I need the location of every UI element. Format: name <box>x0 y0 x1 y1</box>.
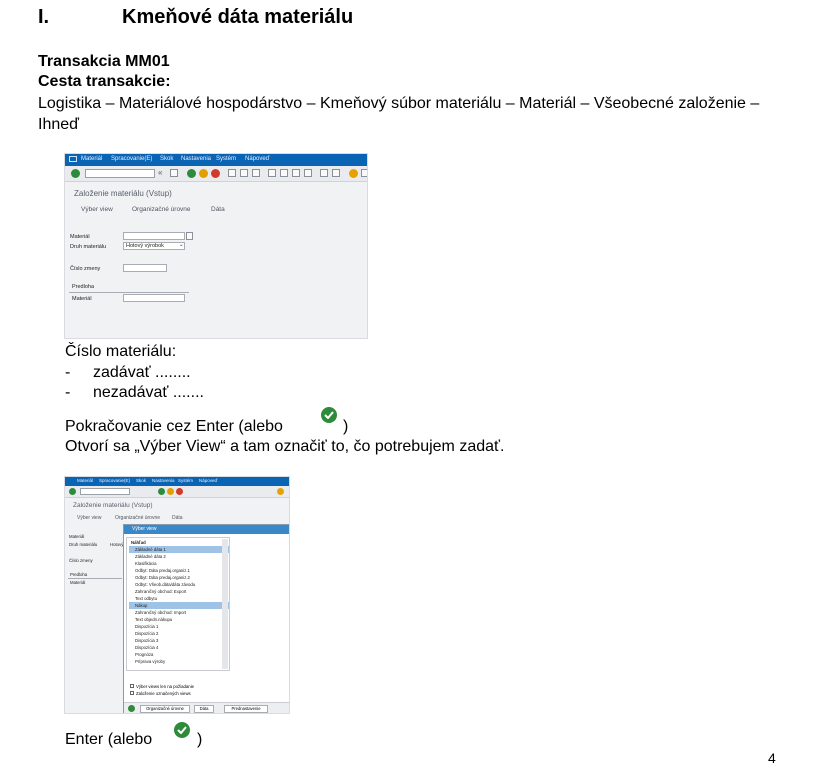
command-field[interactable] <box>80 488 130 495</box>
section-heading <box>38 6 353 29</box>
find-icon[interactable] <box>240 169 248 177</box>
sap-toolbar <box>65 166 367 182</box>
new-session-icon[interactable] <box>320 169 328 177</box>
checkbox[interactable] <box>130 691 134 695</box>
menu-item[interactable]: Nápoveď <box>199 478 218 483</box>
list-item: zadávať ........ <box>93 364 191 381</box>
list-item[interactable]: Dispozícia 2 <box>135 631 159 636</box>
material-type-label: Druh materiálu <box>69 542 98 547</box>
menu-item[interactable]: Skok <box>136 478 147 483</box>
menu-item[interactable]: Skok <box>160 156 174 162</box>
default-values-button[interactable]: Prednastavenie <box>224 705 268 713</box>
sap-screenshot-initial <box>64 153 368 339</box>
material-number-label: Číslo materiálu: <box>65 343 177 360</box>
chevron-down-icon: ⌄ <box>179 242 184 248</box>
previous-page-icon[interactable] <box>280 169 288 177</box>
material-type-value: Hotový <box>110 542 124 547</box>
back-chevron-icon[interactable]: « <box>158 168 163 177</box>
back-icon[interactable] <box>158 488 165 495</box>
material-type-label: Druh materiálu <box>70 244 107 250</box>
list-bullet: - <box>65 364 71 381</box>
list-item[interactable]: Nákup <box>129 602 229 609</box>
sap-screenshot-select-views <box>64 476 290 714</box>
list-item[interactable]: Dispozícia 1 <box>135 624 159 629</box>
material-input[interactable] <box>123 232 185 240</box>
next-page-icon[interactable] <box>292 169 300 177</box>
screen-title: Založenie materiálu (Vstup) <box>73 502 153 509</box>
first-page-icon[interactable] <box>268 169 276 177</box>
option-label: Výber views len na požiadanie <box>136 684 195 689</box>
enter-icon[interactable] <box>69 488 76 495</box>
menu-item[interactable]: Spracovanie(E) <box>111 156 153 162</box>
save-icon[interactable] <box>170 169 178 177</box>
template-material-input[interactable] <box>123 294 185 302</box>
list-item[interactable]: Text objedn.nákupu <box>135 617 173 622</box>
print-icon[interactable] <box>228 169 236 177</box>
open-text: Otvorí sa „Výber View“ a tam označiť to, čo potrebujem zadať. <box>65 438 505 455</box>
select-views-button[interactable]: Výber view <box>77 515 102 521</box>
green-check-enter-icon <box>318 404 340 426</box>
transaction-path-label: Cesta transakcie: <box>38 73 171 90</box>
list-item[interactable]: Základné dáta 1 <box>129 546 229 553</box>
template-divider <box>69 292 189 293</box>
list-item[interactable]: Dispozícia 3 <box>135 638 159 643</box>
cancel-icon[interactable] <box>211 169 220 178</box>
help-icon[interactable] <box>349 169 358 178</box>
list-item[interactable]: Základné dáta 2 <box>135 554 166 559</box>
list-item[interactable]: Klasifikácia <box>135 561 157 566</box>
section-title: Kmeňové dáta materiálu <box>122 6 354 28</box>
enter-close-paren: ) <box>197 731 203 748</box>
continue-text: Pokračovanie cez Enter (alebo <box>65 418 283 435</box>
enter-text: Enter (alebo <box>65 731 153 748</box>
list-item[interactable]: Zahraničný obchod: Import <box>135 610 187 615</box>
list-scrollbar[interactable] <box>222 539 228 669</box>
list-item[interactable]: Príprava výroby <box>135 659 166 664</box>
dialog-titlebar <box>124 525 290 534</box>
menu-item[interactable]: Systém <box>216 156 237 162</box>
material-type-select[interactable] <box>123 242 185 250</box>
option-label: Založenie označených views <box>136 691 191 696</box>
menu-item[interactable]: Nastavenia <box>152 478 175 483</box>
option-views-on-request[interactable] <box>127 683 237 690</box>
data-button[interactable]: Dáta <box>194 705 214 713</box>
select-views-button[interactable]: Výber view <box>81 206 113 213</box>
green-check-enter-icon <box>171 719 193 741</box>
list-bullet: - <box>65 384 71 401</box>
material-label: Materiál <box>69 534 85 539</box>
screen-title: Založenie materiálu (Vstup) <box>74 189 172 198</box>
org-levels-button[interactable]: Organizačné úrovne <box>115 515 161 521</box>
last-page-icon[interactable] <box>304 169 312 177</box>
select-views-dialog <box>123 524 290 714</box>
enter-icon[interactable] <box>71 169 80 178</box>
page-number: 4 <box>768 750 776 766</box>
list-header: Náhľad <box>129 539 229 546</box>
menu-item[interactable]: Systém <box>178 478 194 483</box>
menu-item[interactable]: Materiál <box>77 478 94 483</box>
template-label: Predloha <box>70 572 88 577</box>
material-label: Materiál <box>70 234 90 240</box>
menu-item[interactable]: Nápoveď <box>245 156 270 162</box>
list-item[interactable]: Odbyt: Dáta predaj.organiz.2 <box>135 575 190 580</box>
layout-icon[interactable] <box>361 169 368 177</box>
org-levels-button[interactable]: Organizačné úrovne <box>140 705 190 713</box>
sap-menubar <box>65 477 289 486</box>
command-field[interactable] <box>85 169 155 178</box>
confirm-icon[interactable] <box>128 705 135 712</box>
change-number-input[interactable] <box>123 264 167 272</box>
dialog-title: Výber view <box>132 526 157 532</box>
list-item: nezadávať ....... <box>93 384 204 401</box>
continue-close-paren: ) <box>343 418 349 435</box>
views-list <box>126 537 230 671</box>
sap-toolbar <box>65 486 289 498</box>
exit-icon[interactable] <box>167 488 174 495</box>
cancel-icon[interactable] <box>176 488 183 495</box>
help-icon[interactable] <box>277 488 284 495</box>
find-next-icon[interactable] <box>252 169 260 177</box>
data-button[interactable]: Dáta <box>172 515 183 521</box>
shortcut-icon[interactable] <box>332 169 340 177</box>
list-item[interactable]: Odbyt: Dáta predaj.organiz.1 <box>135 568 190 573</box>
transaction-path: Logistika – Materiálové hospodárstvo – Kmeňový súbor materiálu – Materiál – Všeobecné založenie – Ihneď <box>38 95 760 133</box>
material-type-value: Hotový výrobok <box>126 243 164 249</box>
org-levels-button[interactable]: Organizačné úrovne <box>132 206 191 213</box>
list-item[interactable]: Prognóza <box>135 652 154 657</box>
exit-icon[interactable] <box>199 169 208 178</box>
menu-item[interactable]: Materiál <box>81 156 103 162</box>
transaction-code: Transakcia MM01 <box>38 53 170 70</box>
change-number-label: Číslo zmeny <box>70 266 101 272</box>
back-icon[interactable] <box>187 169 196 178</box>
sap-window-icon <box>69 156 77 162</box>
template-label: Predloha <box>72 284 95 290</box>
change-number-label: Číslo zmeny <box>69 558 93 563</box>
sap-menubar <box>65 154 367 166</box>
search-help-icon[interactable] <box>186 232 193 240</box>
menu-item[interactable]: Nastavenia <box>181 156 212 162</box>
list-item[interactable]: Dispozícia 4 <box>135 645 159 650</box>
template-material-label: Materiál <box>70 580 86 585</box>
list-item[interactable]: Text odbytu <box>135 596 157 601</box>
checkbox[interactable] <box>130 684 134 688</box>
list-item[interactable]: Odbyt: Všeob.dáta/dáta závodu <box>135 582 196 587</box>
list-item[interactable]: Zahraničný obchod: Export <box>135 589 187 594</box>
menu-item[interactable]: Spracovanie(E) <box>99 478 131 483</box>
template-divider <box>68 578 122 579</box>
data-button[interactable]: Dáta <box>211 206 225 213</box>
dialog-footer <box>124 702 290 714</box>
option-create-selected-views[interactable] <box>127 690 237 697</box>
section-number: I. <box>38 6 50 28</box>
template-material-label: Materiál <box>72 296 92 302</box>
